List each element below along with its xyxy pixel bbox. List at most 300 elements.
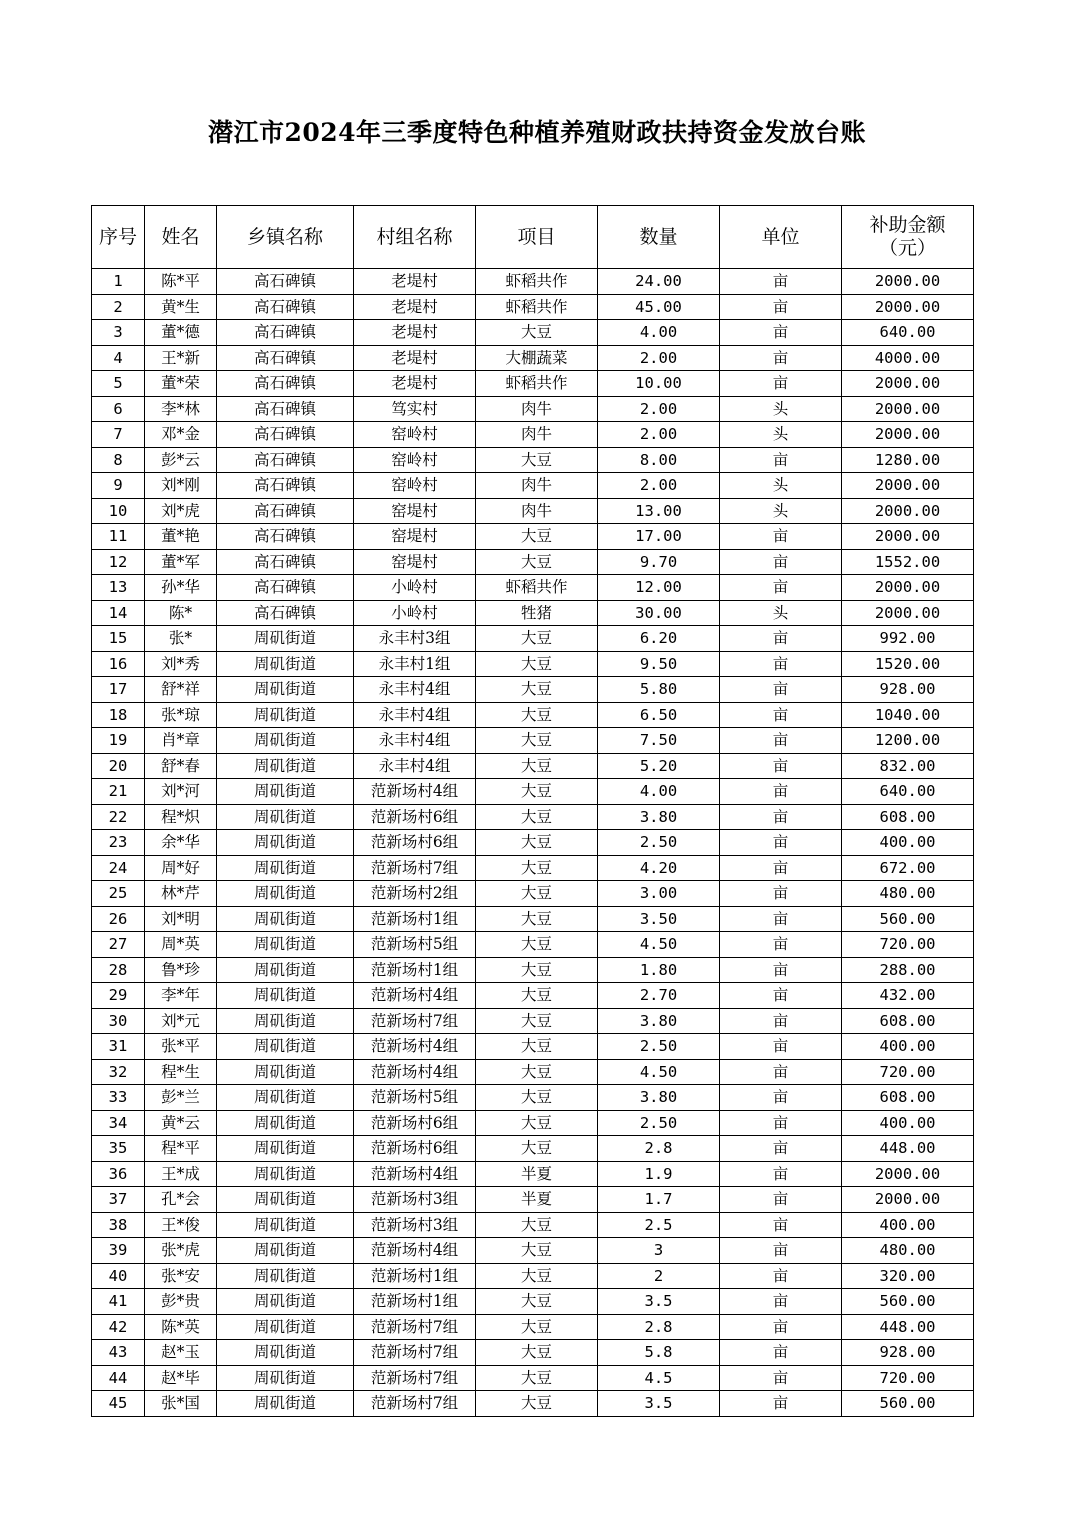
cell-unit: 亩 (720, 294, 842, 320)
cell-unit: 亩 (720, 447, 842, 473)
table-row (92, 447, 974, 473)
table-row (92, 830, 974, 856)
cell-amount: 1200.00 (842, 728, 974, 754)
cell-name: 董*德 (145, 320, 217, 346)
cell-seq: 22 (92, 804, 145, 830)
cell-quantity: 24.00 (598, 269, 720, 295)
cell-seq: 5 (92, 371, 145, 397)
cell-town: 高石碑镇 (217, 600, 354, 626)
cell-village: 范新场村7组 (354, 1008, 476, 1034)
cell-amount: 432.00 (842, 983, 974, 1009)
cell-unit: 头 (720, 396, 842, 422)
cell-seq: 40 (92, 1263, 145, 1289)
cell-unit: 亩 (720, 983, 842, 1009)
cell-town: 高石碑镇 (217, 524, 354, 550)
cell-amount: 720.00 (842, 1365, 974, 1391)
cell-town: 周矶街道 (217, 804, 354, 830)
table-row (92, 1110, 974, 1136)
cell-town: 周矶街道 (217, 651, 354, 677)
cell-name: 黄*生 (145, 294, 217, 320)
cell-town: 周矶街道 (217, 1161, 354, 1187)
cell-village: 永丰村3组 (354, 626, 476, 652)
cell-town: 高石碑镇 (217, 294, 354, 320)
table-row (92, 1289, 974, 1315)
table-row (92, 983, 974, 1009)
cell-project: 虾稻共作 (476, 575, 598, 601)
cell-village: 窑岭村 (354, 447, 476, 473)
cell-village: 老堤村 (354, 345, 476, 371)
cell-unit: 亩 (720, 651, 842, 677)
table-row (92, 1085, 974, 1111)
cell-seq: 42 (92, 1314, 145, 1340)
cell-quantity: 3.80 (598, 1008, 720, 1034)
cell-unit: 亩 (720, 1238, 842, 1264)
cell-name: 彭*云 (145, 447, 217, 473)
cell-project: 大豆 (476, 524, 598, 550)
cell-amount: 608.00 (842, 1085, 974, 1111)
cell-project: 半夏 (476, 1187, 598, 1213)
cell-name: 孔*会 (145, 1187, 217, 1213)
cell-project: 虾稻共作 (476, 269, 598, 295)
cell-unit: 亩 (720, 626, 842, 652)
cell-unit: 亩 (720, 1365, 842, 1391)
cell-project: 大豆 (476, 779, 598, 805)
cell-amount: 672.00 (842, 855, 974, 881)
cell-unit: 亩 (720, 549, 842, 575)
cell-amount: 2000.00 (842, 371, 974, 397)
cell-amount: 928.00 (842, 1340, 974, 1366)
cell-name: 张*琼 (145, 702, 217, 728)
cell-name: 彭*兰 (145, 1085, 217, 1111)
cell-name: 张* (145, 626, 217, 652)
cell-unit: 亩 (720, 1340, 842, 1366)
cell-village: 范新场村6组 (354, 830, 476, 856)
cell-amount: 400.00 (842, 1110, 974, 1136)
cell-quantity: 6.50 (598, 702, 720, 728)
cell-village: 窑岭村 (354, 422, 476, 448)
table-row (92, 600, 974, 626)
cell-amount: 2000.00 (842, 473, 974, 499)
cell-town: 高石碑镇 (217, 473, 354, 499)
table-row (92, 702, 974, 728)
subsidy-ledger-table (91, 205, 974, 1417)
cell-name: 李*年 (145, 983, 217, 1009)
cell-unit: 亩 (720, 1034, 842, 1060)
cell-amount: 288.00 (842, 957, 974, 983)
cell-seq: 39 (92, 1238, 145, 1264)
cell-quantity: 5.20 (598, 753, 720, 779)
cell-seq: 31 (92, 1034, 145, 1060)
cell-village: 范新场村7组 (354, 1340, 476, 1366)
table-row (92, 1161, 974, 1187)
table-row (92, 320, 974, 346)
cell-amount: 720.00 (842, 1059, 974, 1085)
cell-unit: 亩 (720, 753, 842, 779)
cell-amount: 2000.00 (842, 498, 974, 524)
cell-unit: 亩 (720, 677, 842, 703)
cell-name: 刘*元 (145, 1008, 217, 1034)
cell-seq: 8 (92, 447, 145, 473)
cell-unit: 亩 (720, 957, 842, 983)
cell-town: 高石碑镇 (217, 371, 354, 397)
cell-project: 大豆 (476, 626, 598, 652)
cell-village: 范新场村7组 (354, 1391, 476, 1417)
cell-quantity: 13.00 (598, 498, 720, 524)
cell-unit: 亩 (720, 1314, 842, 1340)
cell-project: 大豆 (476, 1289, 598, 1315)
cell-town: 周矶街道 (217, 932, 354, 958)
cell-seq: 23 (92, 830, 145, 856)
header-amount-unit: （元） (878, 237, 936, 259)
cell-town: 高石碑镇 (217, 575, 354, 601)
cell-town: 周矶街道 (217, 1365, 354, 1391)
header-town: 乡镇名称 (217, 206, 354, 269)
cell-seq: 3 (92, 320, 145, 346)
cell-seq: 20 (92, 753, 145, 779)
cell-quantity: 8.00 (598, 447, 720, 473)
cell-name: 周*好 (145, 855, 217, 881)
cell-amount: 1552.00 (842, 549, 974, 575)
cell-unit: 亩 (720, 575, 842, 601)
cell-unit: 亩 (720, 345, 842, 371)
cell-town: 周矶街道 (217, 1187, 354, 1213)
cell-quantity: 2.00 (598, 422, 720, 448)
cell-seq: 17 (92, 677, 145, 703)
cell-village: 窑岭村 (354, 473, 476, 499)
cell-amount: 320.00 (842, 1263, 974, 1289)
cell-amount: 2000.00 (842, 396, 974, 422)
table-row (92, 371, 974, 397)
table-row (92, 345, 974, 371)
cell-name: 王*俊 (145, 1212, 217, 1238)
cell-amount: 2000.00 (842, 422, 974, 448)
cell-seq: 13 (92, 575, 145, 601)
cell-name: 张*国 (145, 1391, 217, 1417)
header-project: 项目 (476, 206, 598, 269)
cell-town: 高石碑镇 (217, 498, 354, 524)
cell-village: 永丰村4组 (354, 702, 476, 728)
cell-quantity: 2.00 (598, 345, 720, 371)
cell-project: 大豆 (476, 855, 598, 881)
cell-amount: 400.00 (842, 830, 974, 856)
cell-amount: 400.00 (842, 1212, 974, 1238)
cell-quantity: 2.50 (598, 1034, 720, 1060)
cell-seq: 44 (92, 1365, 145, 1391)
cell-town: 周矶街道 (217, 1289, 354, 1315)
cell-name: 李*林 (145, 396, 217, 422)
cell-name: 陈* (145, 600, 217, 626)
cell-village: 范新场村6组 (354, 1110, 476, 1136)
table-row (92, 1008, 974, 1034)
cell-amount: 2000.00 (842, 269, 974, 295)
cell-unit: 亩 (720, 524, 842, 550)
cell-seq: 21 (92, 779, 145, 805)
cell-project: 大豆 (476, 549, 598, 575)
cell-unit: 亩 (720, 1008, 842, 1034)
cell-project: 大豆 (476, 1391, 598, 1417)
cell-quantity: 2.70 (598, 983, 720, 1009)
cell-amount: 560.00 (842, 906, 974, 932)
cell-seq: 16 (92, 651, 145, 677)
cell-village: 永丰村4组 (354, 728, 476, 754)
cell-unit: 亩 (720, 804, 842, 830)
cell-village: 小岭村 (354, 600, 476, 626)
table-row (92, 957, 974, 983)
cell-town: 周矶街道 (217, 1110, 354, 1136)
cell-village: 窑堤村 (354, 549, 476, 575)
cell-project: 大豆 (476, 702, 598, 728)
cell-unit: 亩 (720, 830, 842, 856)
header-amount-label: 补助金额 (869, 214, 946, 236)
cell-unit: 亩 (720, 728, 842, 754)
cell-quantity: 4.00 (598, 320, 720, 346)
cell-amount: 2000.00 (842, 294, 974, 320)
cell-amount: 448.00 (842, 1136, 974, 1162)
cell-town: 高石碑镇 (217, 549, 354, 575)
cell-quantity: 9.50 (598, 651, 720, 677)
cell-seq: 4 (92, 345, 145, 371)
cell-amount: 480.00 (842, 881, 974, 907)
cell-project: 大豆 (476, 728, 598, 754)
cell-amount: 928.00 (842, 677, 974, 703)
cell-unit: 亩 (720, 1059, 842, 1085)
table-row (92, 651, 974, 677)
cell-town: 周矶街道 (217, 1314, 354, 1340)
cell-village: 范新场村4组 (354, 983, 476, 1009)
cell-amount: 560.00 (842, 1289, 974, 1315)
cell-seq: 7 (92, 422, 145, 448)
cell-seq: 15 (92, 626, 145, 652)
cell-amount: 1280.00 (842, 447, 974, 473)
cell-quantity: 6.20 (598, 626, 720, 652)
cell-project: 大豆 (476, 1008, 598, 1034)
cell-name: 余*华 (145, 830, 217, 856)
cell-name: 肖*章 (145, 728, 217, 754)
cell-seq: 1 (92, 269, 145, 295)
cell-seq: 19 (92, 728, 145, 754)
table-row (92, 1034, 974, 1060)
cell-seq: 26 (92, 906, 145, 932)
cell-village: 老堤村 (354, 371, 476, 397)
cell-village: 范新场村4组 (354, 1161, 476, 1187)
header-name: 姓名 (145, 206, 217, 269)
table-row (92, 1212, 974, 1238)
cell-quantity: 2 (598, 1263, 720, 1289)
table-row (92, 422, 974, 448)
cell-unit: 亩 (720, 1263, 842, 1289)
cell-quantity: 4.50 (598, 932, 720, 958)
cell-village: 范新场村4组 (354, 1059, 476, 1085)
table-row (92, 269, 974, 295)
table-row (92, 855, 974, 881)
document-title: 潜江市2024年三季度特色种植养殖财政扶持资金发放台账 (207, 118, 867, 147)
cell-village: 老堤村 (354, 294, 476, 320)
cell-quantity: 1.9 (598, 1161, 720, 1187)
cell-village: 范新场村7组 (354, 855, 476, 881)
cell-unit: 亩 (720, 1110, 842, 1136)
cell-project: 大豆 (476, 1110, 598, 1136)
cell-amount: 608.00 (842, 1008, 974, 1034)
cell-project: 大豆 (476, 1212, 598, 1238)
cell-unit: 亩 (720, 269, 842, 295)
cell-name: 王*成 (145, 1161, 217, 1187)
cell-town: 周矶街道 (217, 906, 354, 932)
cell-unit: 亩 (720, 779, 842, 805)
cell-project: 大豆 (476, 1136, 598, 1162)
header-village: 村组名称 (354, 206, 476, 269)
cell-unit: 头 (720, 600, 842, 626)
cell-name: 周*英 (145, 932, 217, 958)
cell-quantity: 2.8 (598, 1136, 720, 1162)
header-quantity: 数量 (598, 206, 720, 269)
table-row (92, 1238, 974, 1264)
cell-project: 大豆 (476, 1238, 598, 1264)
cell-town: 周矶街道 (217, 1340, 354, 1366)
cell-town: 周矶街道 (217, 626, 354, 652)
cell-quantity: 17.00 (598, 524, 720, 550)
cell-name: 舒*春 (145, 753, 217, 779)
cell-village: 范新场村3组 (354, 1187, 476, 1213)
cell-village: 窑堤村 (354, 498, 476, 524)
cell-unit: 亩 (720, 881, 842, 907)
cell-seq: 32 (92, 1059, 145, 1085)
cell-seq: 28 (92, 957, 145, 983)
cell-quantity: 3.50 (598, 906, 720, 932)
cell-name: 程*生 (145, 1059, 217, 1085)
cell-quantity: 2.8 (598, 1314, 720, 1340)
cell-unit: 亩 (720, 1085, 842, 1111)
cell-project: 大豆 (476, 906, 598, 932)
cell-project: 大豆 (476, 1340, 598, 1366)
header-seq: 序号 (92, 206, 145, 269)
cell-quantity: 3.80 (598, 804, 720, 830)
cell-town: 周矶街道 (217, 830, 354, 856)
cell-amount: 1040.00 (842, 702, 974, 728)
cell-unit: 亩 (720, 1161, 842, 1187)
cell-unit: 亩 (720, 371, 842, 397)
cell-quantity: 10.00 (598, 371, 720, 397)
cell-village: 范新场村5组 (354, 1085, 476, 1111)
table-row (92, 779, 974, 805)
cell-quantity: 3.00 (598, 881, 720, 907)
cell-name: 刘*虎 (145, 498, 217, 524)
table-row (92, 1136, 974, 1162)
cell-quantity: 4.50 (598, 1059, 720, 1085)
cell-village: 范新场村1组 (354, 1289, 476, 1315)
cell-town: 周矶街道 (217, 1008, 354, 1034)
cell-project: 大豆 (476, 983, 598, 1009)
cell-amount: 1520.00 (842, 651, 974, 677)
cell-project: 大豆 (476, 881, 598, 907)
cell-project: 大豆 (476, 830, 598, 856)
cell-town: 周矶街道 (217, 702, 354, 728)
cell-name: 张*平 (145, 1034, 217, 1060)
table-row (92, 932, 974, 958)
table-row (92, 498, 974, 524)
table-row (92, 575, 974, 601)
table-row (92, 294, 974, 320)
cell-quantity: 1.80 (598, 957, 720, 983)
cell-village: 老堤村 (354, 269, 476, 295)
header-unit: 单位 (720, 206, 842, 269)
cell-seq: 11 (92, 524, 145, 550)
cell-town: 周矶街道 (217, 881, 354, 907)
cell-name: 刘*秀 (145, 651, 217, 677)
cell-unit: 亩 (720, 932, 842, 958)
cell-project: 大棚蔬菜 (476, 345, 598, 371)
cell-amount: 480.00 (842, 1238, 974, 1264)
cell-amount: 448.00 (842, 1314, 974, 1340)
cell-seq: 45 (92, 1391, 145, 1417)
cell-seq: 2 (92, 294, 145, 320)
cell-name: 彭*贵 (145, 1289, 217, 1315)
cell-quantity: 4.5 (598, 1365, 720, 1391)
cell-unit: 头 (720, 498, 842, 524)
cell-project: 肉牛 (476, 473, 598, 499)
cell-name: 刘*明 (145, 906, 217, 932)
cell-name: 林*芹 (145, 881, 217, 907)
cell-quantity: 3 (598, 1238, 720, 1264)
cell-village: 小岭村 (354, 575, 476, 601)
cell-name: 刘*河 (145, 779, 217, 805)
cell-village: 范新场村5组 (354, 932, 476, 958)
cell-quantity: 45.00 (598, 294, 720, 320)
cell-name: 张*虎 (145, 1238, 217, 1264)
cell-project: 牲猪 (476, 600, 598, 626)
table-row (92, 1340, 974, 1366)
table-row (92, 524, 974, 550)
table-row (92, 677, 974, 703)
cell-quantity: 30.00 (598, 600, 720, 626)
cell-amount: 2000.00 (842, 600, 974, 626)
cell-name: 张*安 (145, 1263, 217, 1289)
cell-seq: 41 (92, 1289, 145, 1315)
cell-village: 范新场村6组 (354, 804, 476, 830)
cell-project: 半夏 (476, 1161, 598, 1187)
cell-seq: 6 (92, 396, 145, 422)
cell-town: 周矶街道 (217, 1212, 354, 1238)
cell-town: 周矶街道 (217, 1391, 354, 1417)
cell-seq: 33 (92, 1085, 145, 1111)
table-row (92, 804, 974, 830)
cell-town: 高石碑镇 (217, 396, 354, 422)
cell-unit: 亩 (720, 702, 842, 728)
cell-project: 大豆 (476, 447, 598, 473)
cell-amount: 400.00 (842, 1034, 974, 1060)
table-row (92, 396, 974, 422)
cell-quantity: 2.50 (598, 830, 720, 856)
cell-project: 大豆 (476, 1034, 598, 1060)
cell-village: 笃实村 (354, 396, 476, 422)
cell-town: 周矶街道 (217, 1034, 354, 1060)
cell-quantity: 2.50 (598, 1110, 720, 1136)
cell-town: 高石碑镇 (217, 422, 354, 448)
cell-town: 周矶街道 (217, 983, 354, 1009)
cell-village: 范新场村4组 (354, 1238, 476, 1264)
cell-name: 鲁*珍 (145, 957, 217, 983)
cell-name: 邓*金 (145, 422, 217, 448)
cell-project: 大豆 (476, 753, 598, 779)
cell-amount: 608.00 (842, 804, 974, 830)
cell-seq: 30 (92, 1008, 145, 1034)
cell-village: 老堤村 (354, 320, 476, 346)
cell-name: 程*平 (145, 1136, 217, 1162)
cell-unit: 亩 (720, 906, 842, 932)
cell-village: 范新场村4组 (354, 1034, 476, 1060)
cell-quantity: 2.5 (598, 1212, 720, 1238)
cell-town: 高石碑镇 (217, 345, 354, 371)
cell-seq: 27 (92, 932, 145, 958)
